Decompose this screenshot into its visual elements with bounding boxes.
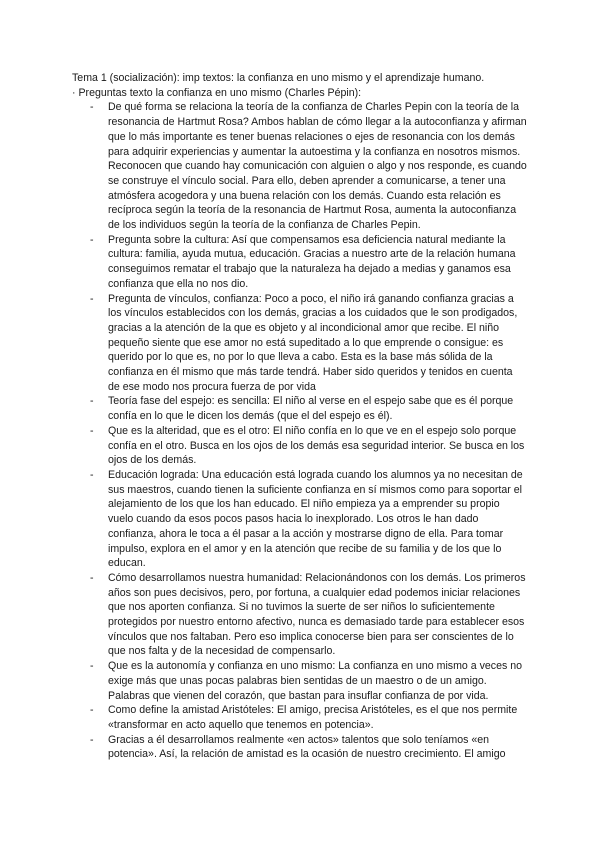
bullet-dash: - (90, 704, 94, 717)
list-item (72, 659, 527, 703)
bullet-dash: - (90, 101, 94, 114)
bullet-dash: - (90, 233, 94, 246)
list-item (72, 233, 527, 292)
item-text: Que es la alteridad, que es el otro: El niño confía en lo que ve en el espejo solo porque confía en el otro. Busca en los ojos de los demás esa seguridad interior. Se busca en los ojos de los demás. (108, 424, 525, 467)
bullet-dash: - (90, 395, 94, 408)
document-body (72, 71, 527, 762)
document-subheading: · Preguntas texto la confianza en uno mismo (Charles Pépin): (72, 86, 362, 99)
list-item (72, 394, 527, 423)
item-text: De qué forma se relaciona la teoría de la confianza de Charles Pepin con la teoría de la resonancia de Hartmut Rosa? Ambos hablan de cómo llegar a la autoconfianza y afirman que lo más importante es tener buenas relaciones o ejes de resonancia con los demás para adquirir experiencias y aumentar la autoestima y la confianza en nosotros mismos. Reconocen que cuando hay comunicación con alguien o algo y nos responde, es cuando se construye el vínculo social. Para ello, deben aprender a comunicarse, a tener una atmósfera acogedora y una buena relación con los demás. Cuando esta relación es recíproca según la teoría de la resonancia de Hartmut Rosa, aumenta la autoconfianza de los individuos según la teoría de la confianza de Charles Pepin. (108, 101, 527, 232)
item-text: Pregunta sobre la cultura: Así que compensamos esa deficiencia natural mediante la cultura: familia, ayuda mutua, educación. Gracias a nuestro arte de la relación humana conseguimos rematar el trabajo que la naturaleza ha dejado a medias y ganamos esa confianza que ella no nos dio. (108, 233, 516, 290)
bullet-dash: - (90, 424, 94, 437)
item-text: Como define la amistad Aristóteles: El amigo, precisa Aristóteles, es el que nos permite «transformar en acto aquello que tenemos en potencia». (108, 704, 518, 731)
bullet-dash: - (90, 571, 94, 584)
list-item (72, 703, 527, 732)
bullet-dash: - (90, 660, 94, 673)
item-text: Gracias a él desarrollamos realmente «en actos» talentos que solo teníamos «en potencia». Así, la relación de amistad es la ocasión de nuestro crecimiento. El amigo (108, 733, 506, 761)
item-text: Pregunta de vínculos, confianza: Poco a poco, el niño irá ganando confianza gracias a los vínculos establecidos con los demás, gracias a los cuidados que le son prodigados, gracias a la atención de la que es objeto y al incondicional amor que recibe. El niño pequeño siente que ese amor no está supeditado a lo que emprende o consigue: es querido por lo que es, no por lo que lleva a cabo. Esta es la base más sólida de la confianza en él mismo que más tarde tendrá. Haber sido queridos y tenidos en cuenta de ese modo nos procura fuerza de por vida (108, 292, 518, 393)
list-item (72, 468, 527, 571)
item-text: Cómo desarrollamos nuestra humanidad: Relacionándonos con los demás. Los primeros años son pues decisivos, pero, por fortuna, a cualquier edad podemos iniciar relaciones que nos aporten confianza. Si no tuvimos la suerte de ser niños lo suficientemente protegidos por nuestro entorno afectivo, nunca es demasiado tarde para establecer esos vínculos que nos faltaban. Pero eso implica conocerse bien para ser conscientes de lo que nos falta y de la necesidad de compensarlo. (108, 571, 526, 658)
list-item (72, 292, 527, 395)
question-list (72, 100, 527, 762)
list-item (72, 571, 527, 659)
list-item (72, 424, 527, 468)
list-item (72, 733, 527, 762)
item-text: Que es la autonomía y confianza en uno mismo: La confianza en uno mismo a veces no exige más que unas pocas palabras bien sentidas de un maestro o de un amigo. Palabras que vienen del corazón, que bastan para insuflar confianza de por vida. (108, 660, 522, 702)
document-heading: Tema 1 (socialización): imp textos: la confianza en uno mismo y el aprendizaje humano. (72, 72, 485, 84)
bullet-dash: - (90, 733, 94, 746)
bullet-dash: - (90, 468, 94, 481)
item-text: Teoría fase del espejo: es sencilla: El niño al verse en el espejo sabe que es él porque confía en lo que le dicen los demás (que el del espejo es él). (108, 395, 514, 423)
item-text: Educación lograda: Una educación está lograda cuando los alumnos ya no necesitan de sus maestros, cuando tienen la suficiente confianza en sí mismos como para soportar el alejamiento de los que los han educado. El niño empieza ya a emprender su propio vuelo cuando da esos pocos pasos hacia lo inexplorado. Los otros le han dado confianza, ahora le toca a él pasar a la acción y mostrarse digno de ella. Para tomar impulso, explora en el amor y en la atención que recibe de su familia y de los que lo educan. (108, 468, 523, 570)
list-item (72, 100, 527, 232)
bullet-dash: - (90, 292, 94, 305)
